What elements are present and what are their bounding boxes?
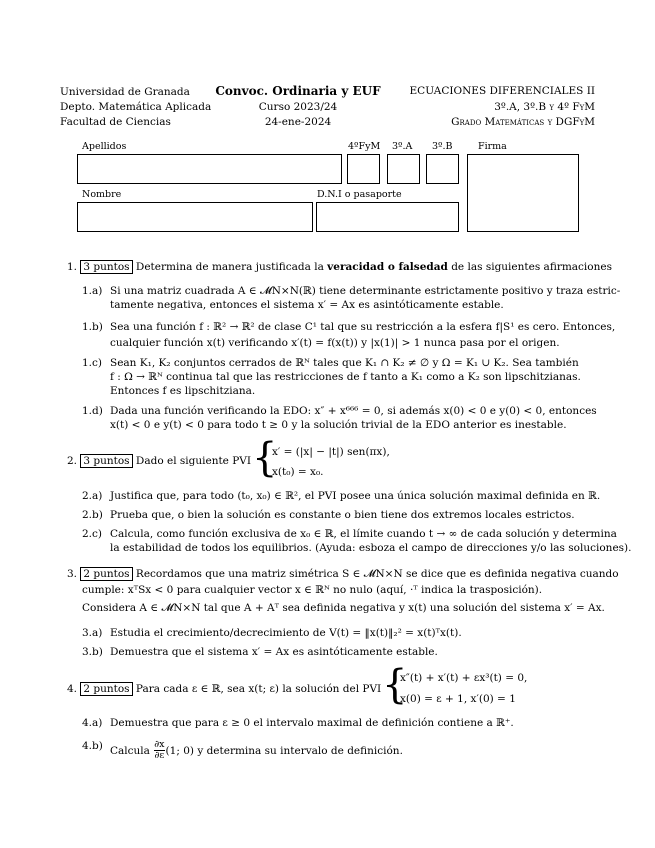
- points-badge: 2 puntos: [80, 567, 132, 581]
- pvi4-equation-2: x(0) = ε + 1, x′(0) = 1: [400, 693, 516, 705]
- item-2c-label: 2.c): [82, 528, 102, 540]
- problem-3-line2: cumple: xᵀSx < 0 para cualquier vector x ∈ ℝᴺ no nulo (aquí, ·ᵀ indica la trasposición).: [82, 584, 543, 596]
- item-1a-label: 1.a): [82, 285, 103, 297]
- item-2b-label: 2.b): [82, 509, 103, 521]
- item-1b-line2: cualquier función x(t) verificando x′(t) = f(x(t)) y |x(1)| > 1 nunca pasa por el origen.: [110, 337, 560, 349]
- item-1b-label: 1.b): [82, 321, 103, 333]
- name-field[interactable]: [77, 202, 313, 232]
- group-4fym-label: 4ºFyM: [348, 141, 381, 152]
- problem-4-text: Para cada ε ∈ ℝ, sea x(t; ε) la solución del PVI: [135, 683, 382, 695]
- item-1c-line3: Entonces f es lipschitziana.: [110, 385, 256, 397]
- item-2a-label: 2.a): [82, 490, 103, 502]
- points-badge: 3 puntos: [80, 260, 132, 274]
- item-3b-label: 3.b): [82, 646, 103, 658]
- exam-course: Curso 2023/24: [258, 101, 338, 113]
- problem-1: [67, 261, 612, 275]
- problem-1-text-post: de las siguientes afirmaciones: [447, 261, 612, 273]
- department-name: Depto. Matemática Aplicada: [60, 101, 212, 113]
- system-brace: {: [252, 435, 278, 481]
- exam-date: 24-ene-2024: [264, 116, 332, 128]
- item-1b-line1: Sea una función f : ℝ² → ℝ² de clase C¹ tal que su restricción a la esfera f|S¹ es cero. Entonces,: [110, 321, 616, 333]
- item-1c-line1: Sean K₁, K₂ conjuntos cerrados de ℝᴺ tales que K₁ ∩ K₂ ≠ ∅ y Ω = K₁ ∪ K₂. Sea también: [110, 357, 579, 369]
- pvi4-equation-1: x″(t) + x′(t) + εx³(t) = 0,: [400, 672, 528, 684]
- subject-title: ECUACIONES DIFERENCIALES II: [409, 85, 595, 97]
- problem-number: 3.: [67, 568, 78, 580]
- item-1a-line1: Si una matriz cuadrada A ∈ 𝓜N×N(ℝ) tiene determinante estrictamente positivo y traza estric-: [110, 285, 621, 297]
- item-1d-line2: x(t) < 0 e y(t) < 0 para todo t ≥ 0 y la solución trivial de la EDO anterior es inestable.: [110, 419, 567, 431]
- name-label: Nombre: [82, 189, 122, 200]
- group-3a-label: 3º.A: [392, 141, 413, 152]
- problem-number: 4.: [67, 683, 78, 695]
- group-4fym-checkbox[interactable]: [347, 154, 380, 184]
- group-3b-label: 3º.B: [432, 141, 453, 152]
- subject-degree: Grado Matemáticas y DGFyM: [451, 116, 595, 128]
- surname-label: Apellidos: [82, 141, 127, 152]
- points-badge: 2 puntos: [80, 682, 132, 696]
- exam-title: Convoc. Ordinaria y EUF: [215, 84, 381, 98]
- problem-3-line1: Recordamos que una matriz simétrica S ∈ 𝓜N×N se dice que es definida negativa cuando: [135, 568, 619, 580]
- item-4a-label: 4.a): [82, 717, 103, 729]
- item-1d-label: 1.d): [82, 405, 103, 417]
- item-4b-label: 4.b): [82, 740, 103, 752]
- item-3a-line1: Estudia el crecimiento/decrecimiento de V(t) = ‖x(t)‖₂² = x(t)ᵀx(t).: [110, 627, 462, 639]
- id-field[interactable]: [316, 202, 459, 232]
- university-name: Universidad de Granada: [60, 86, 190, 98]
- points-badge: 3 puntos: [80, 454, 132, 468]
- group-3a-checkbox[interactable]: [387, 154, 420, 184]
- partial-derivative-fraction: [154, 740, 164, 762]
- item-4b-post: (1; 0) y determina su intervalo de definición.: [165, 744, 403, 757]
- pvi-equation-2: x(t₀) = x₀.: [272, 466, 324, 478]
- item-3b-line1: Demuestra que el sistema x′ = Ax es asintóticamente estable.: [110, 646, 438, 658]
- system-brace: {: [382, 662, 408, 708]
- item-1c-line2: f : Ω → ℝᴺ continua tal que las restricciones de f tanto a K₁ como a K₂ son lipschitzianas.: [110, 371, 581, 383]
- problem-number: 2.: [67, 455, 78, 467]
- faculty-name: Facultad de Ciencias: [60, 116, 171, 128]
- problem-1-text-bold: veracidad o falsedad: [327, 261, 448, 273]
- item-1d-line1: Dada una función verificando la EDO: x″ + x⁶⁶⁶ = 0, si además x(0) < 0 e y(0) < 0, entonces: [110, 405, 597, 417]
- item-4b-line1: [110, 740, 403, 762]
- fraction-numerator: ∂x: [154, 739, 165, 750]
- surname-field[interactable]: [77, 154, 342, 184]
- item-2b-line1: Prueba que, o bien la solución es constante o bien tiene dos extremos locales estrictos.: [110, 509, 575, 521]
- subject-groups: 3º.A, 3º.B y 4º FyM: [494, 101, 595, 113]
- problem-3: [67, 568, 619, 582]
- group-3b-checkbox[interactable]: [426, 154, 459, 184]
- fraction-denominator: ∂ε: [154, 750, 165, 762]
- item-2c-line1: Calcula, como función exclusiva de x₀ ∈ ℝ, el límite cuando t → ∞ de cada solución y determina: [110, 528, 617, 540]
- item-1a-line2: tamente negativa, entonces el sistema x′ = Ax es asintóticamente estable.: [110, 299, 504, 311]
- item-2c-line2: la estabilidad de todos los equilibrios. (Ayuda: esboza el campo de direcciones y/o las soluciones).: [110, 542, 632, 554]
- id-label: D.N.I o pasaporte: [317, 189, 402, 200]
- signature-label: Firma: [478, 141, 507, 152]
- problem-2-text: Dado el siguiente PVI: [135, 455, 252, 467]
- signature-field[interactable]: [467, 154, 579, 232]
- problem-4: [67, 683, 381, 697]
- item-2a-line1: Justifica que, para todo (t₀, x₀) ∈ ℝ², el PVI posee una única solución maximal definida en ℝ.: [110, 490, 601, 502]
- item-4b-pre: Calcula: [110, 744, 150, 757]
- pvi-equation-1: x′ = (|x| − |t|) sen(πx),: [272, 446, 390, 458]
- problem-number: 1.: [67, 261, 78, 273]
- item-3a-label: 3.a): [82, 627, 103, 639]
- item-4a-line1: Demuestra que para ε ≥ 0 el intervalo maximal de definición contiene a ℝ⁺.: [110, 717, 514, 729]
- problem-2: [67, 455, 251, 469]
- problem-3-line3: Considera A ∈ 𝓜N×N tal que A + Aᵀ sea definida negativa y x(t) una solución del sistema x′ = Ax.: [82, 602, 605, 614]
- problem-1-text-pre: Determina de manera justificada la: [135, 261, 328, 273]
- item-1c-label: 1.c): [82, 357, 102, 369]
